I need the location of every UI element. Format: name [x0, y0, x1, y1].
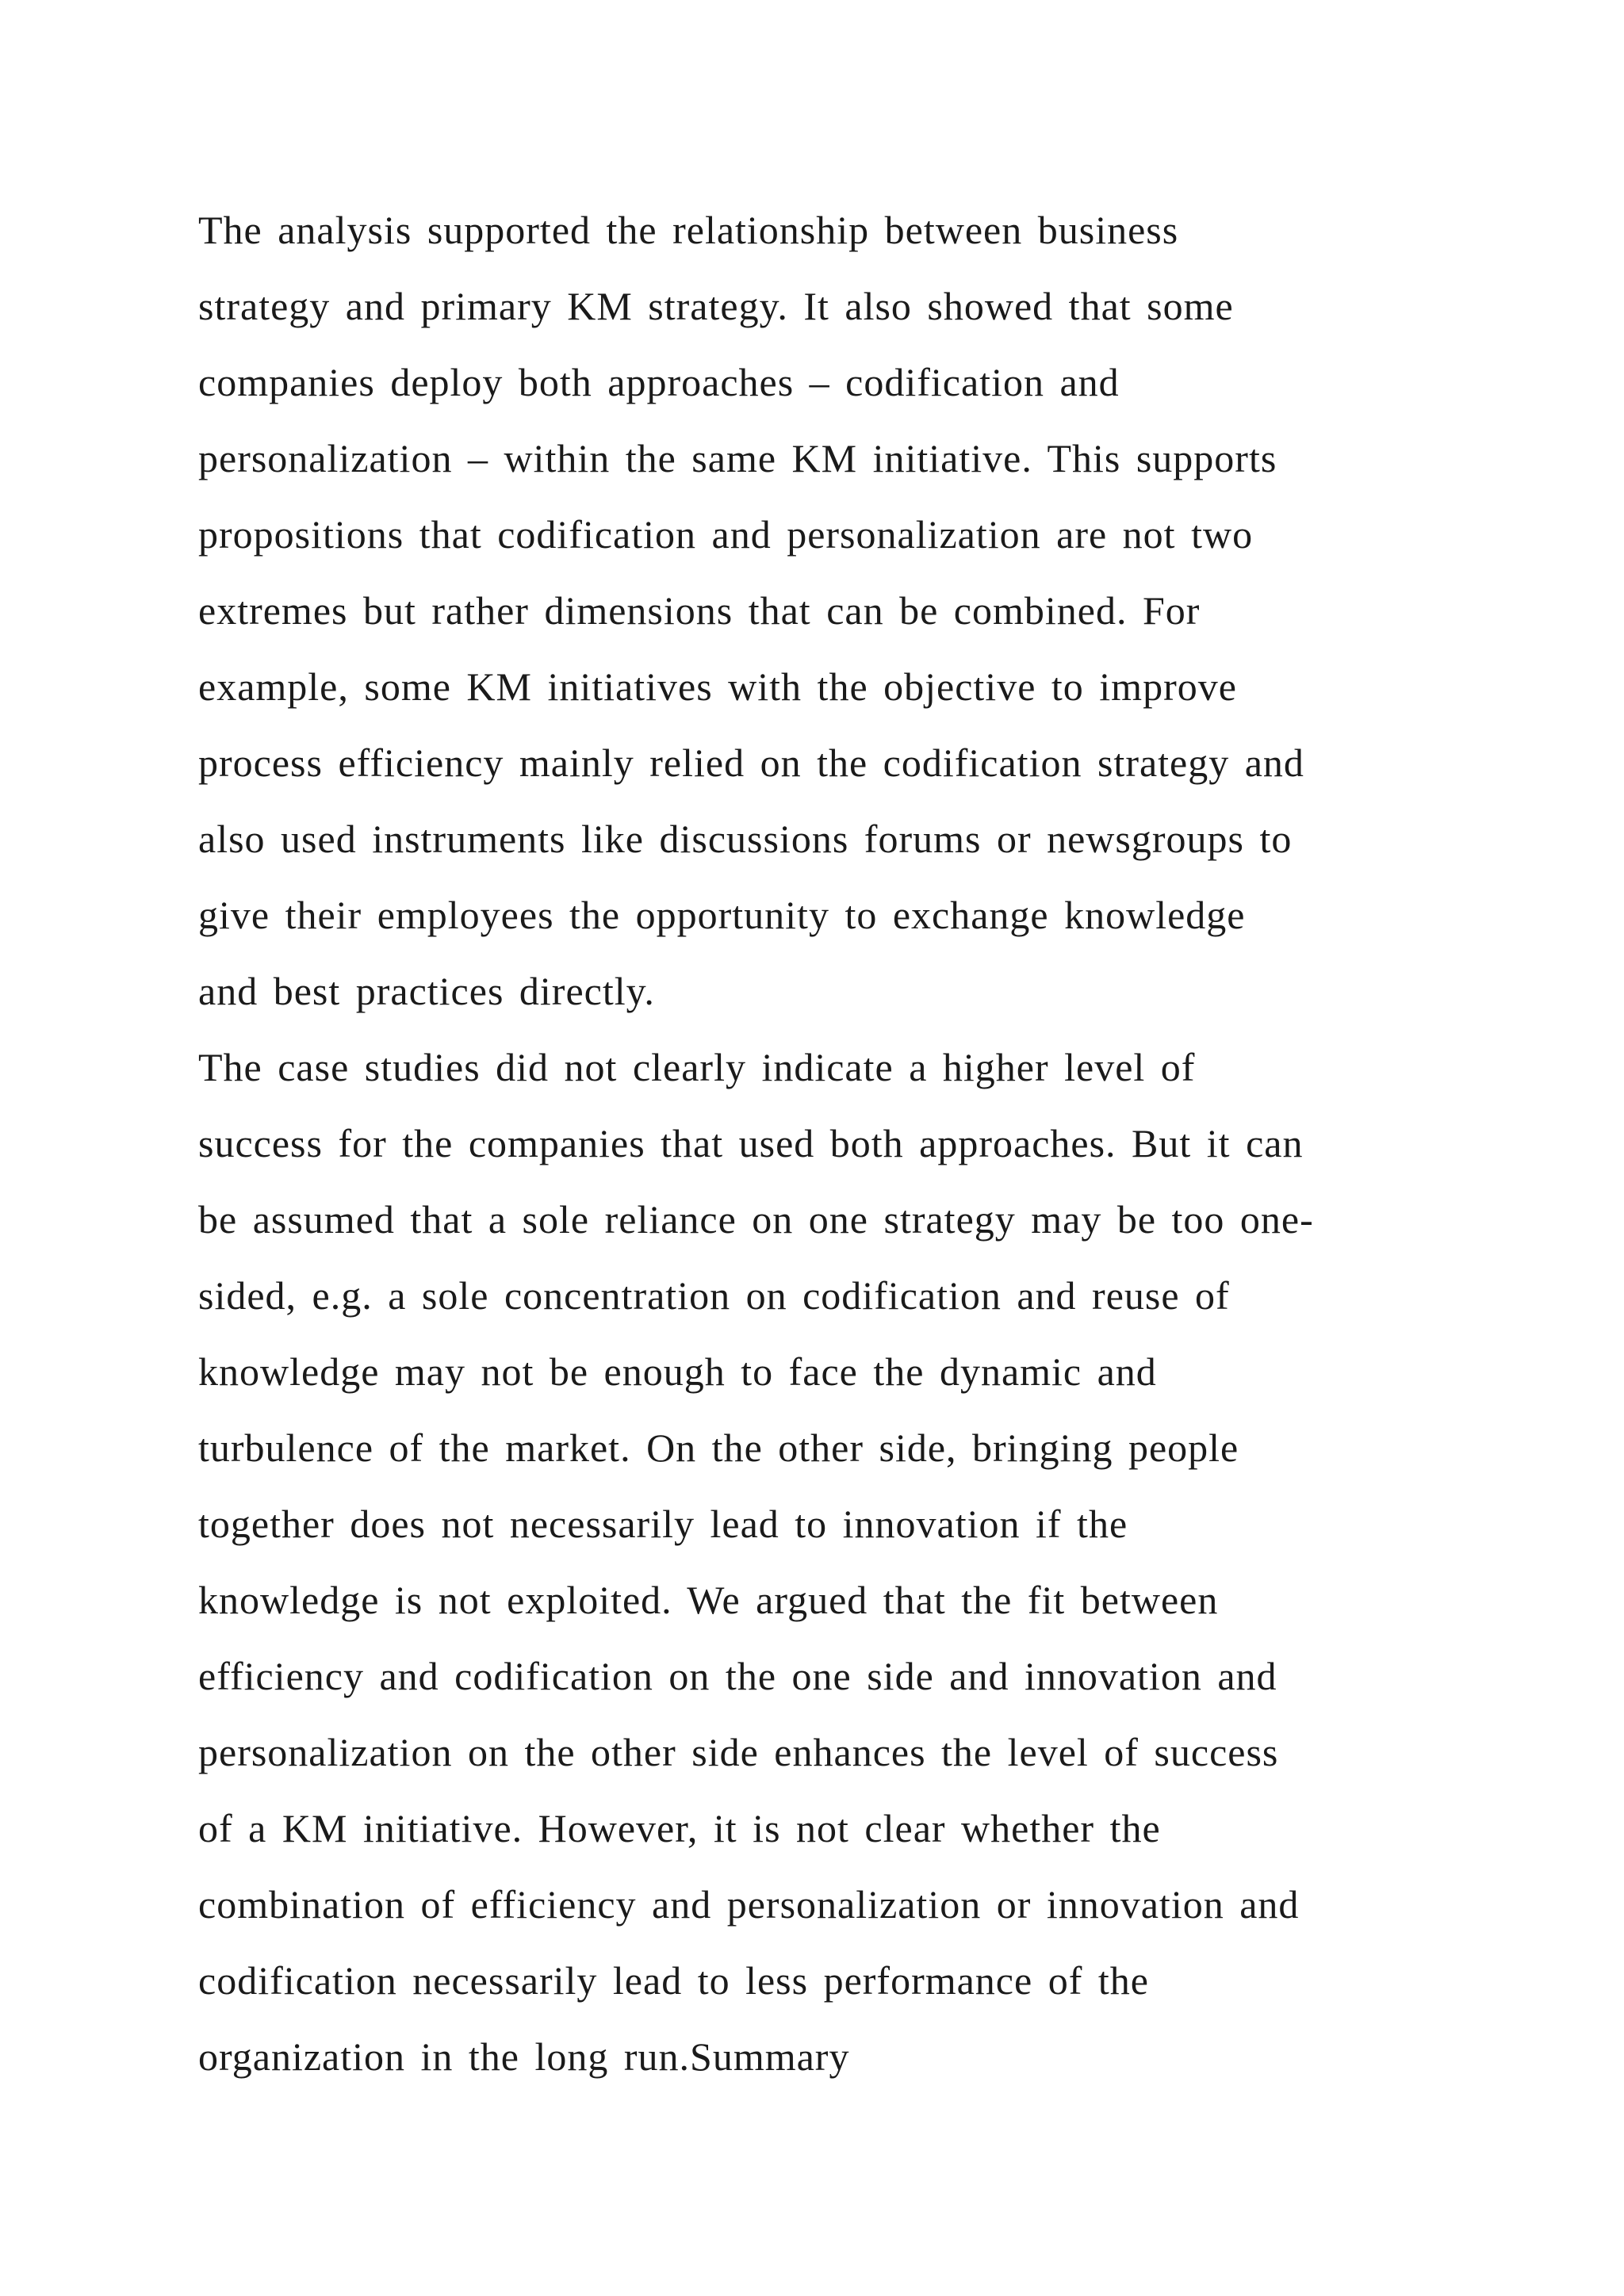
text-line: be assumed that a sole reliance on one strategy may be too one- [198, 1197, 1314, 1242]
text-line: propositions that codification and personalization are not two [198, 512, 1254, 557]
text-line: The case studies did not clearly indicate a higher level of [198, 1045, 1196, 1089]
text-line: example, some KM initiatives with the objective to improve [198, 664, 1237, 709]
text-line: personalization – within the same KM initiative. This supports [198, 436, 1277, 480]
text-line: give their employees the opportunity to exchange knowledge [198, 893, 1246, 937]
text-line: The analysis supported the relationship between business [198, 208, 1179, 252]
text-line: success for the companies that used both approaches. But it can [198, 1121, 1304, 1165]
text-line: also used instruments like discussions forums or newsgroups to [198, 817, 1293, 861]
text-line: together does not necessarily lead to innovation if the [198, 1502, 1128, 1546]
text-line: sided, e.g. a sole concentration on codification and reuse of [198, 1273, 1230, 1318]
text-line: companies deploy both approaches – codification and [198, 360, 1120, 404]
text-line: knowledge may not be enough to face the dynamic and [198, 1349, 1157, 1394]
text-line: process efficiency mainly relied on the codification strategy and [198, 740, 1304, 785]
text-line: and best practices directly. [198, 969, 655, 1013]
text-line: of a KM initiative. However, it is not clear whether the [198, 1806, 1161, 1850]
text-line: strategy and primary KM strategy. It also showed that some [198, 284, 1234, 328]
text-line: personalization on the other side enhances the level of success [198, 1730, 1279, 1774]
text-line: combination of efficiency and personalization or innovation and [198, 1882, 1300, 1927]
text-line: extremes but rather dimensions that can be combined. For [198, 588, 1201, 633]
text-line: codification necessarily lead to less performance of the [198, 1958, 1149, 2003]
text-line: efficiency and codification on the one side and innovation and [198, 1654, 1277, 1698]
text-line: organization in the long run.Summary [198, 2034, 850, 2079]
body-text [198, 192, 1467, 2095]
text-line: turbulence of the market. On the other side, bringing people [198, 1425, 1239, 1470]
text-line: knowledge is not exploited. We argued that the fit between [198, 1578, 1219, 1622]
